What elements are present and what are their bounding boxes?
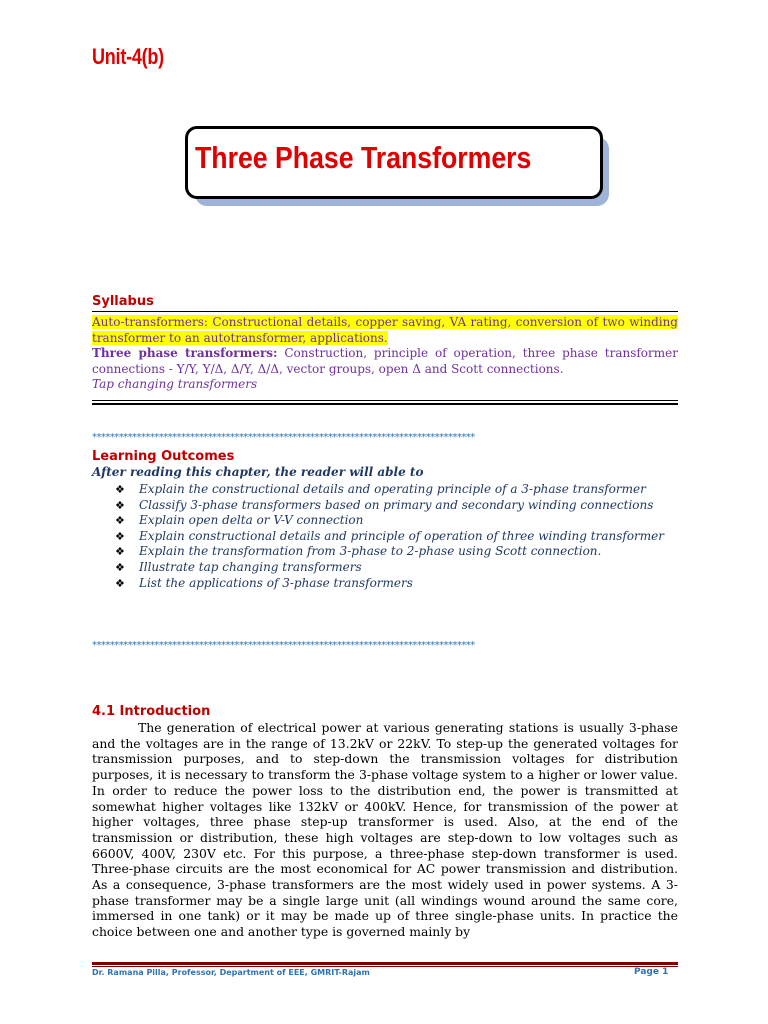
diamond-bullet-icon: ❖ bbox=[115, 545, 125, 559]
outcome-text: Illustrate tap changing transformers bbox=[139, 559, 362, 574]
introduction-heading: 4.1 Introduction bbox=[92, 704, 211, 719]
list-item bbox=[115, 529, 678, 545]
outcome-text: List the applications of 3-phase transformers bbox=[139, 575, 413, 590]
list-item bbox=[115, 544, 678, 560]
list-item bbox=[115, 498, 678, 514]
syllabus-three-phase bbox=[92, 346, 678, 377]
outcome-text: Classify 3-phase transformers based on primary and secondary winding connections bbox=[139, 497, 654, 512]
syllabus-three-phase-label: Three phase transformers: bbox=[92, 346, 278, 360]
outcome-text: Explain open delta or V-V connection bbox=[139, 513, 364, 528]
stars-divider-bottom: ************************************************************************************** bbox=[92, 640, 475, 651]
learning-outcomes-intro: After reading this chapter, the reader will able to bbox=[92, 465, 424, 479]
syllabus-three-phase-text: Construction, principle of operation, three phase transformer connections - Y/Y, Y/Δ, Δ/Y, Δ/Δ, vector groups, open Δ and Scott connections. bbox=[92, 346, 678, 376]
syllabus-auto-transformers bbox=[92, 315, 678, 346]
syllabus-bottom-rule-2 bbox=[92, 403, 678, 405]
diamond-bullet-icon: ❖ bbox=[115, 576, 125, 590]
diamond-bullet-icon: ❖ bbox=[115, 529, 125, 543]
unit-title: Unit-4(b) bbox=[92, 44, 164, 69]
diamond-bullet-icon: ❖ bbox=[115, 483, 125, 496]
chapter-title: Three Phase Transformers bbox=[195, 140, 532, 175]
page-number: Page 1 bbox=[634, 967, 669, 977]
learning-outcomes-list bbox=[115, 482, 678, 591]
diamond-bullet-icon: ❖ bbox=[115, 514, 125, 528]
syllabus-auto-text: Auto-transformers: Constructional details, copper saving, VA rating, conversion of two winding transformer to an autotransformer, applications. bbox=[92, 315, 678, 345]
list-item bbox=[115, 482, 678, 498]
learning-outcomes-heading: Learning Outcomes bbox=[92, 449, 235, 464]
diamond-bullet-icon: ❖ bbox=[115, 498, 125, 512]
diamond-bullet-icon: ❖ bbox=[115, 560, 125, 574]
introduction-paragraph: The generation of electrical power at various generating stations is usually 3-phase and the voltages are in the range of 13.2kV or 22kV. To step-up the generated voltages for transmission purposes, and to step-down the transmission voltages for distribution purposes, it is necessary to transform the 3-phase voltage system to a higher or lower value. In order to reduce the power loss to the distribution end, the power is transmitted at somewhat higher voltages like 132kV or 400kV. Hence, for transmission of the power at higher voltages, three phase step-up transformer is used. Also, at the end of the transmission or distribution, these high voltages are step-down to low voltages such as 6600V, 400V, 230V etc. For this purpose, a three-phase step-down transformer is used. Three-phase circuits are the most economical for AC power transmission and distribution. As a consequence, 3-phase transformers are the most widely used in power systems. A 3-phase transformer may be a single large unit (all windings wound around the same core, immersed in one tank) or it may be made up of three single-phase units. In practice the choice between one and another type is governed mainly by bbox=[92, 720, 678, 940]
outcome-text: Explain the transformation from 3-phase to 2-phase using Scott connection. bbox=[139, 544, 602, 559]
footer-rule-thick bbox=[92, 962, 678, 965]
footer-author: Dr. Ramana Pilla, Professor, Department of EEE, GMRIT-Rajam bbox=[92, 968, 370, 977]
syllabus-heading: Syllabus bbox=[92, 294, 154, 309]
syllabus-bottom-rule-1 bbox=[92, 400, 678, 401]
syllabus-tap-changing: Tap changing transformers bbox=[92, 377, 258, 391]
list-item bbox=[115, 513, 678, 529]
syllabus-top-rule bbox=[92, 311, 678, 312]
outcome-text: Explain constructional details and principle of operation of three winding transformer bbox=[139, 528, 664, 543]
list-item bbox=[115, 576, 678, 592]
stars-divider-top: ************************************************************************************** bbox=[92, 432, 475, 443]
list-item bbox=[115, 560, 678, 576]
outcome-text: Explain the constructional details and operating principle of a 3-phase transformer bbox=[139, 482, 646, 496]
footer-rule-thin bbox=[92, 966, 678, 967]
